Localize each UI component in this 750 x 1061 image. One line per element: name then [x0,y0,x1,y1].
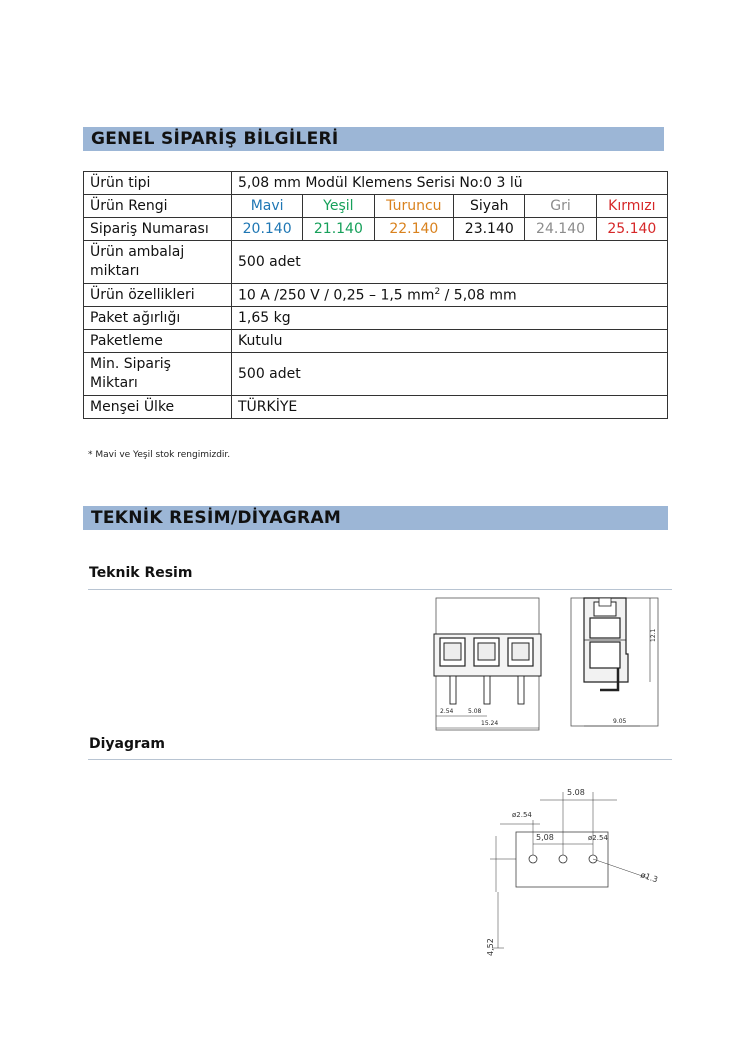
divider [88,589,672,590]
cell-value: 1,65 kg [232,307,668,330]
color-name-cell: Siyah [454,195,525,218]
color-name-cell: Turuncu [374,195,454,218]
table-row [84,307,668,330]
order-code-cell: 23.140 [454,218,525,241]
dim-width: 15.24 [481,720,499,727]
order-code-cell: 25.140 [596,218,667,241]
dim-pitch-top: 5.08 [567,788,585,797]
dim-phi-right: ø2.54 [588,834,608,842]
pcb-footprint-diagram [480,780,670,960]
label-line: Ürün ambalaj [90,244,185,260]
section-title-order-info: GENEL SİPARİŞ BİLGİLERİ [83,127,664,151]
table-row [84,195,668,218]
dim-height: 12.1 [650,628,657,642]
dim-hole: ø1.3 [639,870,659,885]
color-name-cell: Yeşil [303,195,374,218]
table-row [84,284,668,307]
technical-drawing-front [430,594,545,734]
cell-value: TÜRKİYE [232,396,668,419]
cell-label: Paket ağırlığı [84,307,232,330]
dim-vertical: 4,52 [486,938,495,956]
table-row [84,218,668,241]
features-sup: 2 [434,286,441,297]
dim-pitch: 5.08 [468,708,482,715]
order-code-cell: 20.140 [232,218,303,241]
label-line: miktarı [90,263,140,279]
table-row [84,172,668,195]
subhead-drawing: Teknik Resim [89,565,193,581]
features-text-end: / 5,08 mm [440,287,517,304]
color-name-cell: Kırmızı [596,195,667,218]
cell-label: Ürün Rengi [84,195,232,218]
cell-value: 500 adet [232,241,668,284]
cell-value: 5,08 mm Modül Klemens Serisi No:0 3 lü [232,172,668,195]
dim-depth: 9.05 [613,718,627,725]
order-code-cell: 22.140 [374,218,454,241]
cell-label: Sipariş Numarası [84,218,232,241]
label-line: Miktarı [90,375,138,391]
features-text: 10 A /250 V / 0,25 – 1,5 mm [238,287,435,304]
stock-note: * Mavi ve Yeşil stok rengimizdir. [88,450,231,460]
cell-label: Ürün özellikleri [84,284,232,307]
dim-pitch-small: 2.54 [440,708,454,715]
cell-label [84,241,232,284]
cell-value [232,284,668,307]
table-row [84,353,668,396]
order-code-cell: 24.140 [525,218,596,241]
table-row [84,241,668,284]
cell-value: Kutulu [232,330,668,353]
subhead-diagram: Diyagram [89,736,165,752]
cell-label: Paketleme [84,330,232,353]
technical-drawing-side [566,594,666,734]
table-row [84,330,668,353]
cell-label: Ürün tipi [84,172,232,195]
cell-label: Menşei Ülke [84,396,232,419]
divider [88,759,672,760]
cell-value: 500 adet [232,353,668,396]
color-name-cell: Mavi [232,195,303,218]
cell-label [84,353,232,396]
label-line: Min. Sipariş [90,356,171,372]
order-code-cell: 21.140 [303,218,374,241]
section-title-technical: TEKNİK RESİM/DİYAGRAM [83,506,668,530]
dim-phi-left: ø2.54 [512,811,532,819]
color-name-cell: Gri [525,195,596,218]
dim-pitch-mid: 5,08 [536,833,554,842]
spec-table [83,171,668,419]
table-row [84,396,668,419]
